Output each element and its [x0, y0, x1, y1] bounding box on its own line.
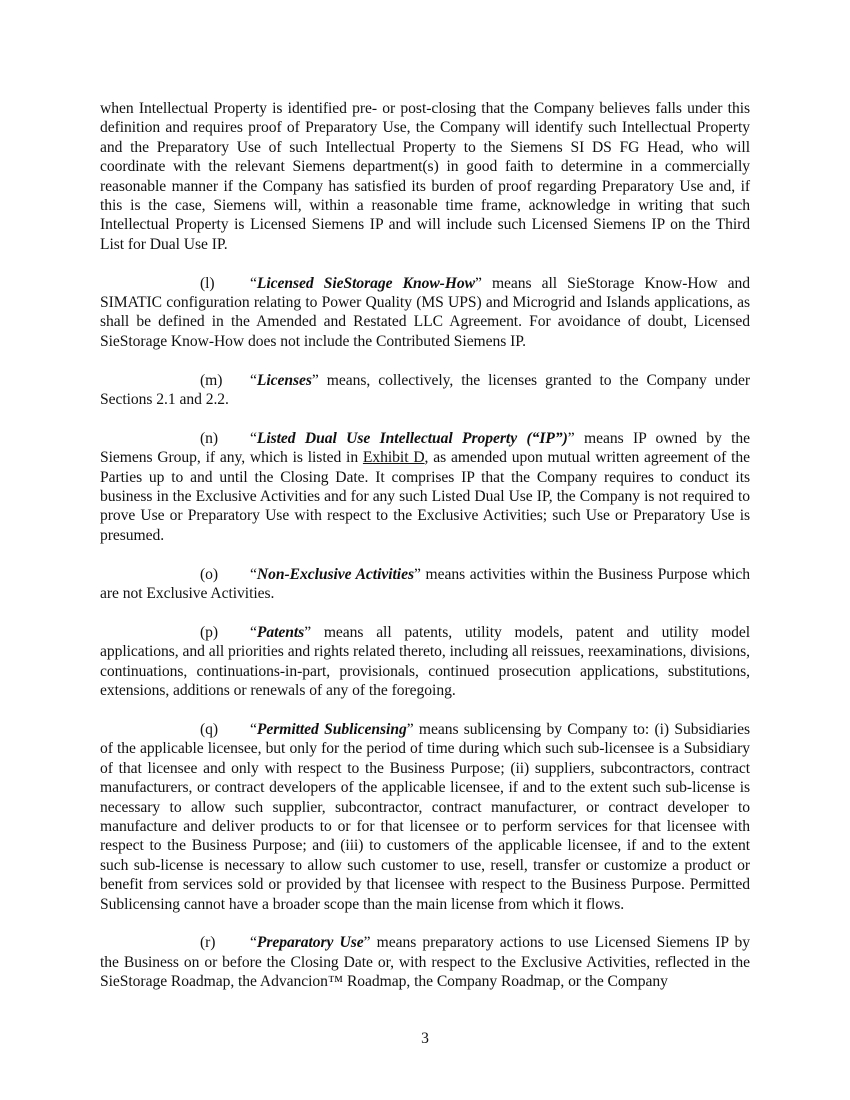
- exhibit-d-reference: Exhibit D: [362, 449, 425, 467]
- open-quote: “: [250, 371, 257, 389]
- definition-text: means all patents, utility models, patent and utility model applications, and all priorities and rights related thereto, including all reissues, reexaminations, divisions, continuations, continuations-in-part, provisionals, continued prosecution applications, substitutions, extensions, additions or renewals of any of the foregoing.: [100, 623, 750, 700]
- close-quote: ”: [304, 623, 312, 641]
- definition-n: [100, 429, 750, 545]
- defined-term: Permitted Sublicensing: [256, 720, 407, 738]
- definition-number: (q): [200, 720, 219, 738]
- intro-paragraph: [100, 99, 750, 254]
- defined-term: Non-Exclusive Activities: [256, 565, 414, 583]
- definition-number: (o): [200, 565, 219, 583]
- defined-term: Licenses: [256, 371, 312, 389]
- open-quote: “: [250, 274, 257, 292]
- close-quote: ”: [567, 429, 575, 447]
- defined-term: Listed Dual Use Intellectual Property (“IP”): [256, 429, 568, 447]
- definition-r: [100, 933, 750, 991]
- definition-m: [100, 371, 750, 410]
- close-quote: ”: [413, 565, 421, 583]
- definition-number: (n): [200, 429, 219, 447]
- page-number: 3: [421, 1030, 429, 1047]
- definition-o: [100, 565, 750, 604]
- document-body: [100, 99, 750, 1011]
- definition-text: means sublicensing by Company to: (i) Subsidiaries of the applicable licensee, but only for the period of time during which such sub-licensee is a Subsidiary of that licensee and only with respect to the Business Purpose; (ii) suppliers, subcontractors, contract manufacturers, or contract developers of the applicable licensee, if and to the extent such sub-license is necessary to allow such supplier, subcontractor, contract manufacturer, or contract developer to manufacture and deliver products to or for that licensee or to perform services for that licensee with respect to the Business Purpose; and (iii) to customers of the applicable licensee, if and to the extent such sub-license is necessary to allow such customer to use, resell, transfer or customize a product or benefit from services sold or provided by that licensee with respect to the Business Purpose. Permitted Sublicensing cannot have a broader scope than the main license from which it flows.: [100, 720, 751, 913]
- close-quote: ”: [406, 720, 414, 738]
- definition-text: means activities within the Business Purpose which are not Exclusive Activities.: [100, 565, 750, 603]
- definition-l: [100, 274, 750, 352]
- open-quote: “: [250, 565, 257, 583]
- intro-text: when Intellectual Property is identified pre- or post-closing that the Company believes falls under this definition and requires proof of Preparatory Use, the Company will identify such Intellectual Property and the Preparatory Use of such Intellectual Property to the Siemens SI DS FG Head, who will coordinate with the relevant Siemens department(s) in good faith to determine in a commercially reasonable manner if the Company has satisfied its burden of proof regarding Preparatory Use and, if this is the case, Siemens will, within a reasonable time frame, acknowledge in writing that such Intellectual Property is Licensed Siemens IP and will include such Licensed Siemens IP on the Third List for Dual Use IP.: [100, 100, 750, 253]
- definition-text: means preparatory actions to use Licensed Siemens IP by the Business on or before the Closing Date or, with respect to the Exclusive Activities, reflected in the SieStorage Roadmap, the Advancion™ Roadmap, the Company Roadmap, or the Company: [100, 934, 750, 991]
- definition-text: means, collectively, the licenses granted to the Company under Sections 2.1 and 2.2.: [100, 371, 750, 409]
- open-quote: “: [250, 934, 257, 952]
- definition-q: [100, 720, 750, 914]
- definition-text-continued: , as amended upon mutual written agreement of the Parties up to and until the Closing Date. It comprises IP that the Company requires to conduct its business in the Exclusive Activities and for any such Listed Dual Use IP, the Company is not required to prove Use or Preparatory Use with respect to the Exclusive Activities; such Use or Preparatory Use is presumed.: [100, 449, 750, 544]
- definition-number: (r): [200, 934, 216, 952]
- defined-term: Patents: [256, 623, 305, 641]
- definition-p: [100, 623, 750, 701]
- definition-number: (m): [200, 371, 223, 389]
- definition-text: means all SieStorage Know-How and SIMATIC configuration relating to Power Quality (MS UPS) and Microgrid and Islands applications, as shall be defined in the Amended and Restated LLC Agreement. For avoidance of doubt, Licensed SieStorage Know-How does not include the Contributed Siemens IP.: [100, 274, 750, 350]
- definition-text: means IP owned by the Siemens Group, if any, which is listed in: [100, 429, 750, 467]
- close-quote: ”: [363, 934, 371, 952]
- open-quote: “: [250, 429, 257, 447]
- defined-term: Licensed SieStorage Know-How: [256, 274, 476, 292]
- open-quote: “: [250, 623, 257, 641]
- defined-term: Preparatory Use: [256, 934, 364, 952]
- close-quote: ”: [475, 274, 482, 292]
- definition-number: (l): [200, 274, 215, 292]
- open-quote: “: [250, 720, 257, 738]
- definition-number: (p): [200, 623, 219, 641]
- close-quote: ”: [311, 371, 319, 389]
